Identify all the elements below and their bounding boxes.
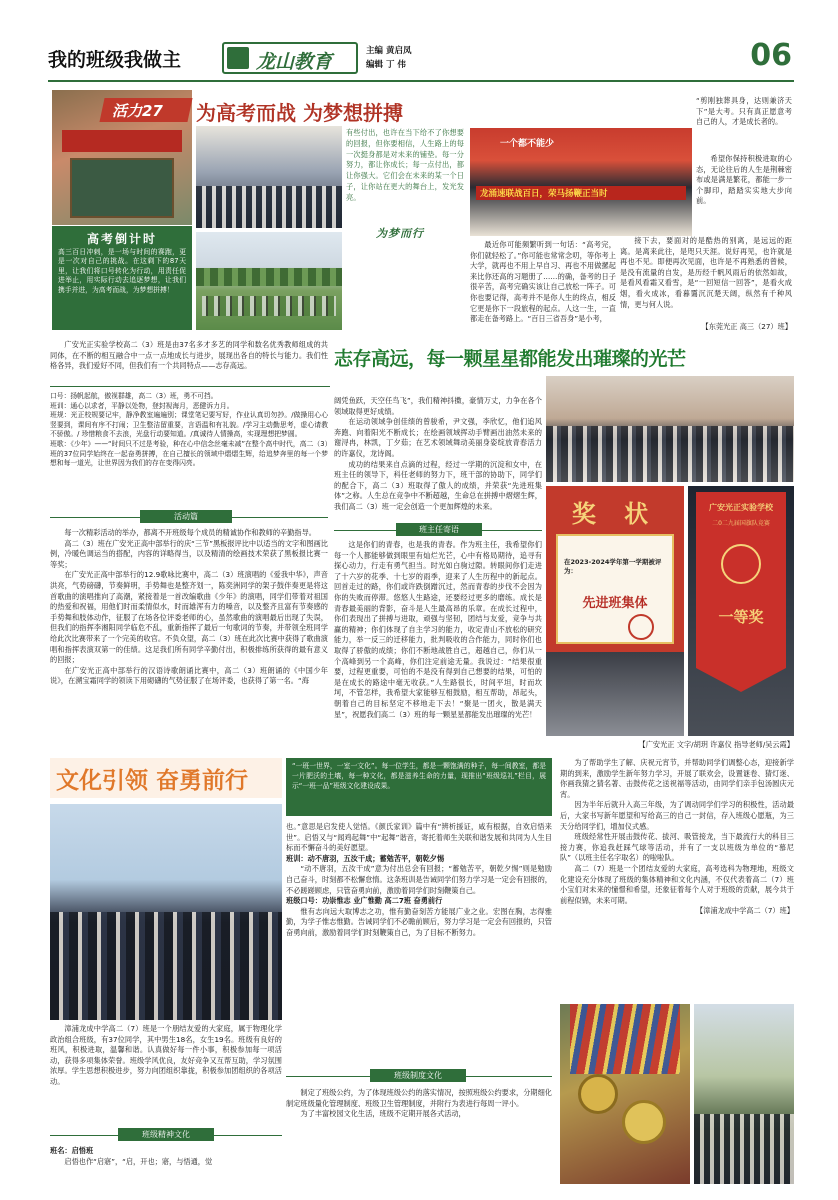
poem-text: 有些付出，也许在当下给不了你想要的回报，但你要相信，人生路上的每一次挺身都是对未来的铺垫。每一分努力，都让你成长；每一点付出，都让你强大。它们会在未来的某一个日子，让你站在更大的舞台上，发光发亮。 <box>346 128 464 202</box>
award-lower-photo <box>546 652 684 736</box>
top-title-bar <box>102 96 454 126</box>
trees <box>196 268 342 286</box>
sec2-creed <box>50 392 328 469</box>
middle-col <box>470 240 616 325</box>
sec3-system <box>286 1088 552 1120</box>
right-text-3: 班级经常性开展击鼓传花、拔河、吸管接龙，当下最流行大的科目三接力赛，你追我赶踩气球等活动，并有了一支以班级为单位的“慕尼队”（以班主任名字取名）的啦啦队。 <box>560 832 794 863</box>
activity-p4: 在广安光正高中部举行的汉语诗歌朗诵比赛中，高二（3）班朗诵的《中国少年说》，在溯宝霜同学的领读下用砌礴的气势征服了在场评委，也获得了第一名。“海 <box>50 665 328 686</box>
creed-rules: 班规：光正校规要记牢，静净教室遍遍别；课堂笔记要写好，作业认真切勿抄。/做操用心心竖要到，课间有序不打闹；卫生整洁留重要，言语温和有礼貌。/学习主动勤思考，虚心请教不骄傲。/ 珍惜粮食不去浪，光盘行动要知道。/真诚待人情操高，实现理想把梦圆。 <box>50 411 328 439</box>
award-inner <box>556 534 674 644</box>
crowd <box>196 186 342 228</box>
creed-song: 班歌：《少年》——“时间只不过是考验，种在心中信念丝毫未减”在整个高中时代，高二（3）班的37位同学始终在一起奋勇拼搏，在自己擅长的领域中熠熠生辉，给追梦奔里的每一个梦想和每一道光，让世界因为我们的存在变得闪亮。 <box>50 439 328 468</box>
logo-badge <box>227 47 249 69</box>
photo-rally-group <box>470 128 692 236</box>
pennant-title: 广安光正实验学校 <box>709 503 773 512</box>
right-quote: “剪刚独葬具身，达则兼济天下”是大考。只有真正愿意考自己的人，才是成长者的。 <box>696 96 792 127</box>
logo <box>222 42 358 74</box>
sec2-signature: 【广安光正 文字/胡玥 许嘉仪 指导老师/吴云霞】 <box>638 740 794 749</box>
sec2-mid <box>334 396 542 513</box>
right-col-2-text: 接下去，要面对的是酷热的别离，是远远的距离。是离来此往，是咫只天涯。说好再见，也许就是再也不见。即便再次见面，也许是不再熟悉的曾候，是没有流量的自发，是历经千帆风雨后的依然如故，是看风看霜又看雪，是“一回短信一回答”，是看火成烟，看火成冰，看暮霭沉沉楚天阔，纵然有千种风情，更与何人说。 <box>620 236 792 309</box>
award-title: 在2023-2024学年第一学期被评为： <box>564 558 662 575</box>
middle-col-text: 最近你可能频繁听到一句话：“高考完，你们就轻松了。”你可能也常常念叨，等你考上大学，就再也不用上早自习、再也不用做摞起来比你还高的习题册了……的确，备考的日子很辛苦，高考完确实该让自己放松一阵子。可你也要记得，高考并不是你人生的终点，相反它更是你下一段旅程的起点。人这一生，一直都走在备考路上。“百日三省吾身”是小考， <box>470 240 616 324</box>
dream-label: 为梦而行 <box>376 227 424 240</box>
sec3-quote: “一班一世界，一室一文化”。每一位学生，都是一颗饱满的种子，每一间教室，都是一片肥沃的土壤，每一种文化，都是滋养生命的力量，现推出“班级巡礼”栏目，展示“一班一品”班级文化建设成果。 <box>292 762 546 790</box>
sec3-quote-box <box>286 758 552 816</box>
medal-2 <box>622 1100 666 1144</box>
system-text-2: 为了丰富校园文化生活，班级不定期开展各式活动， <box>300 1109 466 1119</box>
pennant-emblem <box>721 544 761 584</box>
sec2-intro-text: 广安光正实验学校高二（3）班是由37名多才多艺的同学和数名优秀教师组成的共同体，在不断的相互融合中一点一点地成长与进步，展现出各自的特长与能力。我们性格各异，我们爱好不同，但我们有一个共同特点——志存高远。 <box>50 340 328 371</box>
photo-class-outdoor <box>694 1004 794 1184</box>
award-header: 奖 状 <box>571 500 659 528</box>
sec2-teacher <box>334 540 542 720</box>
sec3-intro-text: 漳浦龙成中学高二（7）班是一个朋结友爱的大家庭，属于物理化学政治组合班级，有37位同学，其中男生18名，女生19名。班级有良好的班风，积极进取，温馨和谐。认真做好每一件小事，积极参加每一项活动，获得多项集体荣誉。班级学风优良，友好竞争又互帮互助，学习氛围浓厚。学生思想积极进步，努力向团组织靠拢，积极参加团组织的各项活动。 <box>50 1024 282 1086</box>
sec3-intro <box>50 1024 282 1088</box>
right-text-1: 为了帮助学生了解、庆祝元宵节，并帮助同学们调整心态，迎接新学期的到来，激励学生新年努力学习，开展了联欢会，设置谜卷、猜灯迷、你画我猜之猜名著、击鼓传花之送祝福等活动，由同学们亲手包汤圆庆元宵。 <box>560 758 794 799</box>
sec2-activity <box>50 528 328 687</box>
mid-text-1: 阔凭鱼跃，天空任鸟飞”，我们精神抖擞，豪情万丈，力争在各个领域取得更好成绩。 <box>334 396 542 416</box>
award-name: 先进班集体 <box>582 596 648 611</box>
photo-medals <box>560 1004 690 1184</box>
tag-system: 班级制度文化 <box>370 1069 466 1082</box>
sec3-mid <box>286 822 552 939</box>
section-title: 我的班级我做主 <box>48 49 182 71</box>
motto: 班训：动不唐羽，五汝干成；蓄勉苦平，朝乾夕惕 <box>286 853 445 863</box>
photo-class-sec3 <box>50 804 282 1020</box>
logo-text: 龙山教育 <box>256 51 333 73</box>
photo-class-sec2 <box>546 376 794 482</box>
activity-p3: 在广安光正高中部举行的12.9歌咏比赛中，高二（3）班演唱的《爱我中华》，声音洪亮，气势磅礴，节奏鲜明，手势舞也是整齐划一，陈奕洲同学的架子鼓伴奏更是将这首歌曲的演唱推向了高潮，紧接着是一首改编歌曲《少年》的演唱，同学们带着对祖国的热爱和祝福，用他们时而柔情似水，时而雄浑有力的嗓音，以及整齐且富有节奏感的手势舞和肢体动作，征服了在场各位评委老师的心，虽然歌曲的演唱最后出现了失误，但我们的指挥李湘阳同学临危不乱，重新指挥了最后一句歌词的节奏，并带领全班同学给此次比赛带来了一个完美的收官。不负众望，高二（3）班在此次比赛中获得了歌曲演唱和指挥表演双第一的佳绩。这足我们所有同学辛勤付出，积极排练所获得的最有意义的回报； <box>50 570 328 665</box>
mid-col-text: 也。”意思是启发使人觉悟。《颜氏家训》篇中有“辨析援证，咸有根据，自欢启悟来世”。启悟又与“闻鸡起舞”中“起舞”谐音，寄托着师生关联和谐发展和共同为人生目标而不懈奋斗的美好愿望。 <box>286 822 552 853</box>
photo-campus-field <box>196 232 342 330</box>
right-text-2: 因为半年后就升入高三年级，为了调动同学们学习的积极性，活动最后，大家书写新年愿望和写给高三的自己一封信，存入班级心愿瓶，为三天分给同学们，增加仪式感。 <box>560 800 794 831</box>
tag-spirit: 班级精神文化 <box>118 1128 214 1141</box>
tag-teacher: 班主任寄语 <box>396 523 482 536</box>
editor-line: 主编 黄启凤 <box>366 46 412 56</box>
rally-banner-text: 龙涌速联战百日，荣马扬鞭正当时 <box>480 189 608 199</box>
creed-motto: 班训：通心以求者，平静以处物，登封视海月，恶健诉力月。 <box>50 401 234 410</box>
photo-class-group <box>196 126 342 228</box>
medal-1 <box>578 1074 618 1114</box>
students-row-sec2 <box>546 426 794 482</box>
class-name: 班名：启悟班 <box>50 1146 94 1155</box>
sec2-intro <box>50 340 328 372</box>
countdown-title: 高考倒计时 <box>86 232 157 246</box>
teacher-text: 这是你们的青春，也是我的青春。作为班主任，我希望你们每一个人都能够做到眼里有灿烂光芒，心中有格局期待，追寻有探心动力，行走有勇气担当。时光如白驹过隙。转眼间你们走进了十六岁的花季、十七岁的雨季，迎来了人生历程中的新起点。回首走过的路，你们或许跌倒蹭沉过，然而青春的步伐不会因为你的失败而停滞。悠悠人生路途，还要经过更多的磨练。成长是青春最美丽的背影，奋斗是人生最高昂的乐章。在成长过程中，你们表现出了拼搏与进取，顽强与坚韧，团结与友爱，竞争与共赢的精神；你们体现了自主学习的能力，收定青山不放松的研究能力，举一反三的迁移能力，批判吸收的合作能力，同时你们也取得了骄傲的成绩；你们不断地战胜自己，超越自己，你们从一个高峰到另一个高峰，你们注定前途无量。我说过：“结果很重要，过程更重要，可怕的不是没有得到自己想要的结果，可怕的是在成长的路途中毫无收获。”人生路很长，时间平坦，时而坎坷，不管怎样，我希望大家能够互相鼓励，相互帮助，昂起头，朝着自己的目标坚定不移地走下去！“聚是一团火，散是满天星”，祝愿我们高二（3）班的每一颗星星都能发出璀璨的光芒！ <box>334 540 542 719</box>
medal-ribbons <box>570 1004 680 1074</box>
creed-slogan: 口号：扬帆起航，傲视群雄，高二（3）班，勇不可挡。 <box>50 392 218 400</box>
countdown-text: 高三百日冲刺，是一场与时间的赛跑，更是一次对自己的挑战。在这剩下的87天里，让我们将口号转化为行动，用责任促进举止，用实际行动去追逐梦想，让我们携手并进，为高考而战，为梦想拼搏！ <box>58 248 186 294</box>
rally-banner-top: 一个都不能少 <box>500 139 555 149</box>
activity-p1: 每一次精彩活动的举办，都离不开班级每个成员的精诚协作和教师的辛勤指导。 <box>64 528 316 537</box>
sec2-headline-rule <box>50 386 330 387</box>
award-seal <box>628 614 654 640</box>
mid-text-3: 成功的结果来自点滴的过程，经过一学期的沉淀和女中，在班主任的领导下，科任老师的努力下，班干部的协助下，同学们的配合下，高二（3）班取得了傲人的成绩，并荣获“先进班集体”之称。人生总在竞争中不断超越，生命总在拼搏中熠熠生辉，我们高二（3）班一定会创造一个更加辉煌的未来。 <box>334 459 542 511</box>
right-col-1 <box>696 154 792 207</box>
title-prefix: 活力27 <box>112 102 163 120</box>
right-text-4: 高二（7）班是一个团结友爱的大家庭，高考选科为物理地，班级文化建设充分体现了班级的集体精神和文化内涵，不仅代表着高二（7）班小宝们对未来的憧憬和希望，还象征着每个人对于班级的贡献，展今共于前程似锦，未来可期。 <box>560 863 794 905</box>
banner-red <box>62 130 182 152</box>
mid-text-2: 在运动领域争创佳绩的曾骏希，尹文强，李欣忆，他们追风奔跑、向着阳光不断成长；在绘画领域挥动手臂画出油然未来的谢浔冉，林凯，丁夕茹；在艺术领域舞动美丽身姿绽放青春活力的许嘉仪，龙诗阁。 <box>334 417 542 458</box>
sub-editor-line: 编辑 丁 伟 <box>366 60 406 70</box>
sec3-classname <box>50 1146 282 1167</box>
right-col-2 <box>620 236 792 310</box>
sec3-headline-box <box>50 758 282 798</box>
sec3-right <box>560 758 794 917</box>
sec3-signature: 【漳浦龙成中学高二（7）班】 <box>695 906 794 916</box>
header-rule <box>48 80 794 82</box>
pennant <box>688 486 794 736</box>
page-number: 06 <box>750 38 792 73</box>
slogan: 班级口号：功崇惟志 业广惟勤 高二7班 奋勇前行 <box>286 896 443 906</box>
top-signature: 【东莞光正 高三（27）班】 <box>701 322 792 331</box>
right-col-1-text: 希望你保持积极进取的心态，无论往后的人生是荆棘密布或是满是繁花，都能一步一个脚印，踏踏实实地大步向前。 <box>696 154 792 206</box>
system-text-1: 制定了班级公约，为了体现班级公约的落实情况，按照班级公约要求，分期细化制定班级量化管理制度、班级卫生管理制度，并附行为表进行每周一评小。 <box>286 1088 552 1108</box>
slogan-text: 惟有志向远大取博志之功，惟有勤奋刻苦方能展广业之业。宏图在胸，志得雅勤，为学子惟志惟勤。告诫同学们不必瞻前顾后，努力学习是一定会有回报的，只管奋勇向前，激励着同学们时刻鞭策自己，为了目标不断努力。 <box>286 906 552 937</box>
tag-activity: 活动篇 <box>140 510 232 523</box>
activity-p2: 高二（3）班在广安光正高中部举行的庆“三节”黑板报评比中以适当的文字和图画比例，冷暖色调运当的搭配，内容的详略得当，以及精清的绘画技术荣获了黑板报比赛一等奖； <box>50 538 328 569</box>
class-name-text: 启悟也作“启寤”，“启，开也；寤，与悟通，觉 <box>64 1156 213 1166</box>
chalkboard <box>70 158 174 218</box>
page-header <box>48 40 794 80</box>
sec3-headline: 文化引领 奋勇前行 <box>56 768 249 794</box>
students-rows-sec3 <box>50 912 282 1020</box>
students-row <box>202 296 336 316</box>
countdown-box <box>52 226 192 330</box>
students-outdoor <box>694 1114 794 1184</box>
sec2-headline: 志存高远，每一颗星星都能发出璀璨的光芒 <box>334 348 686 370</box>
pennant-sub: 二0二九届国旗队竞赛 <box>712 520 770 527</box>
award-certificate <box>546 486 684 736</box>
top-title: 为高考而战 为梦想拼搏 <box>196 101 403 125</box>
motto-text: “动不唐羽，五汝干成”意为付出总会有回报；“蓄勉苦平，朝乾夕惕”则是勉励自己奋斗，时刻都不松懈怠惰。这条班训是告诫同学们努力学习是一定会有回报的，不必蹉蹉顾虑，只管奋勇向前，激励着同学们时刻鞭策自己。 <box>286 864 552 895</box>
pennant-prize: 一等奖 <box>718 608 764 626</box>
